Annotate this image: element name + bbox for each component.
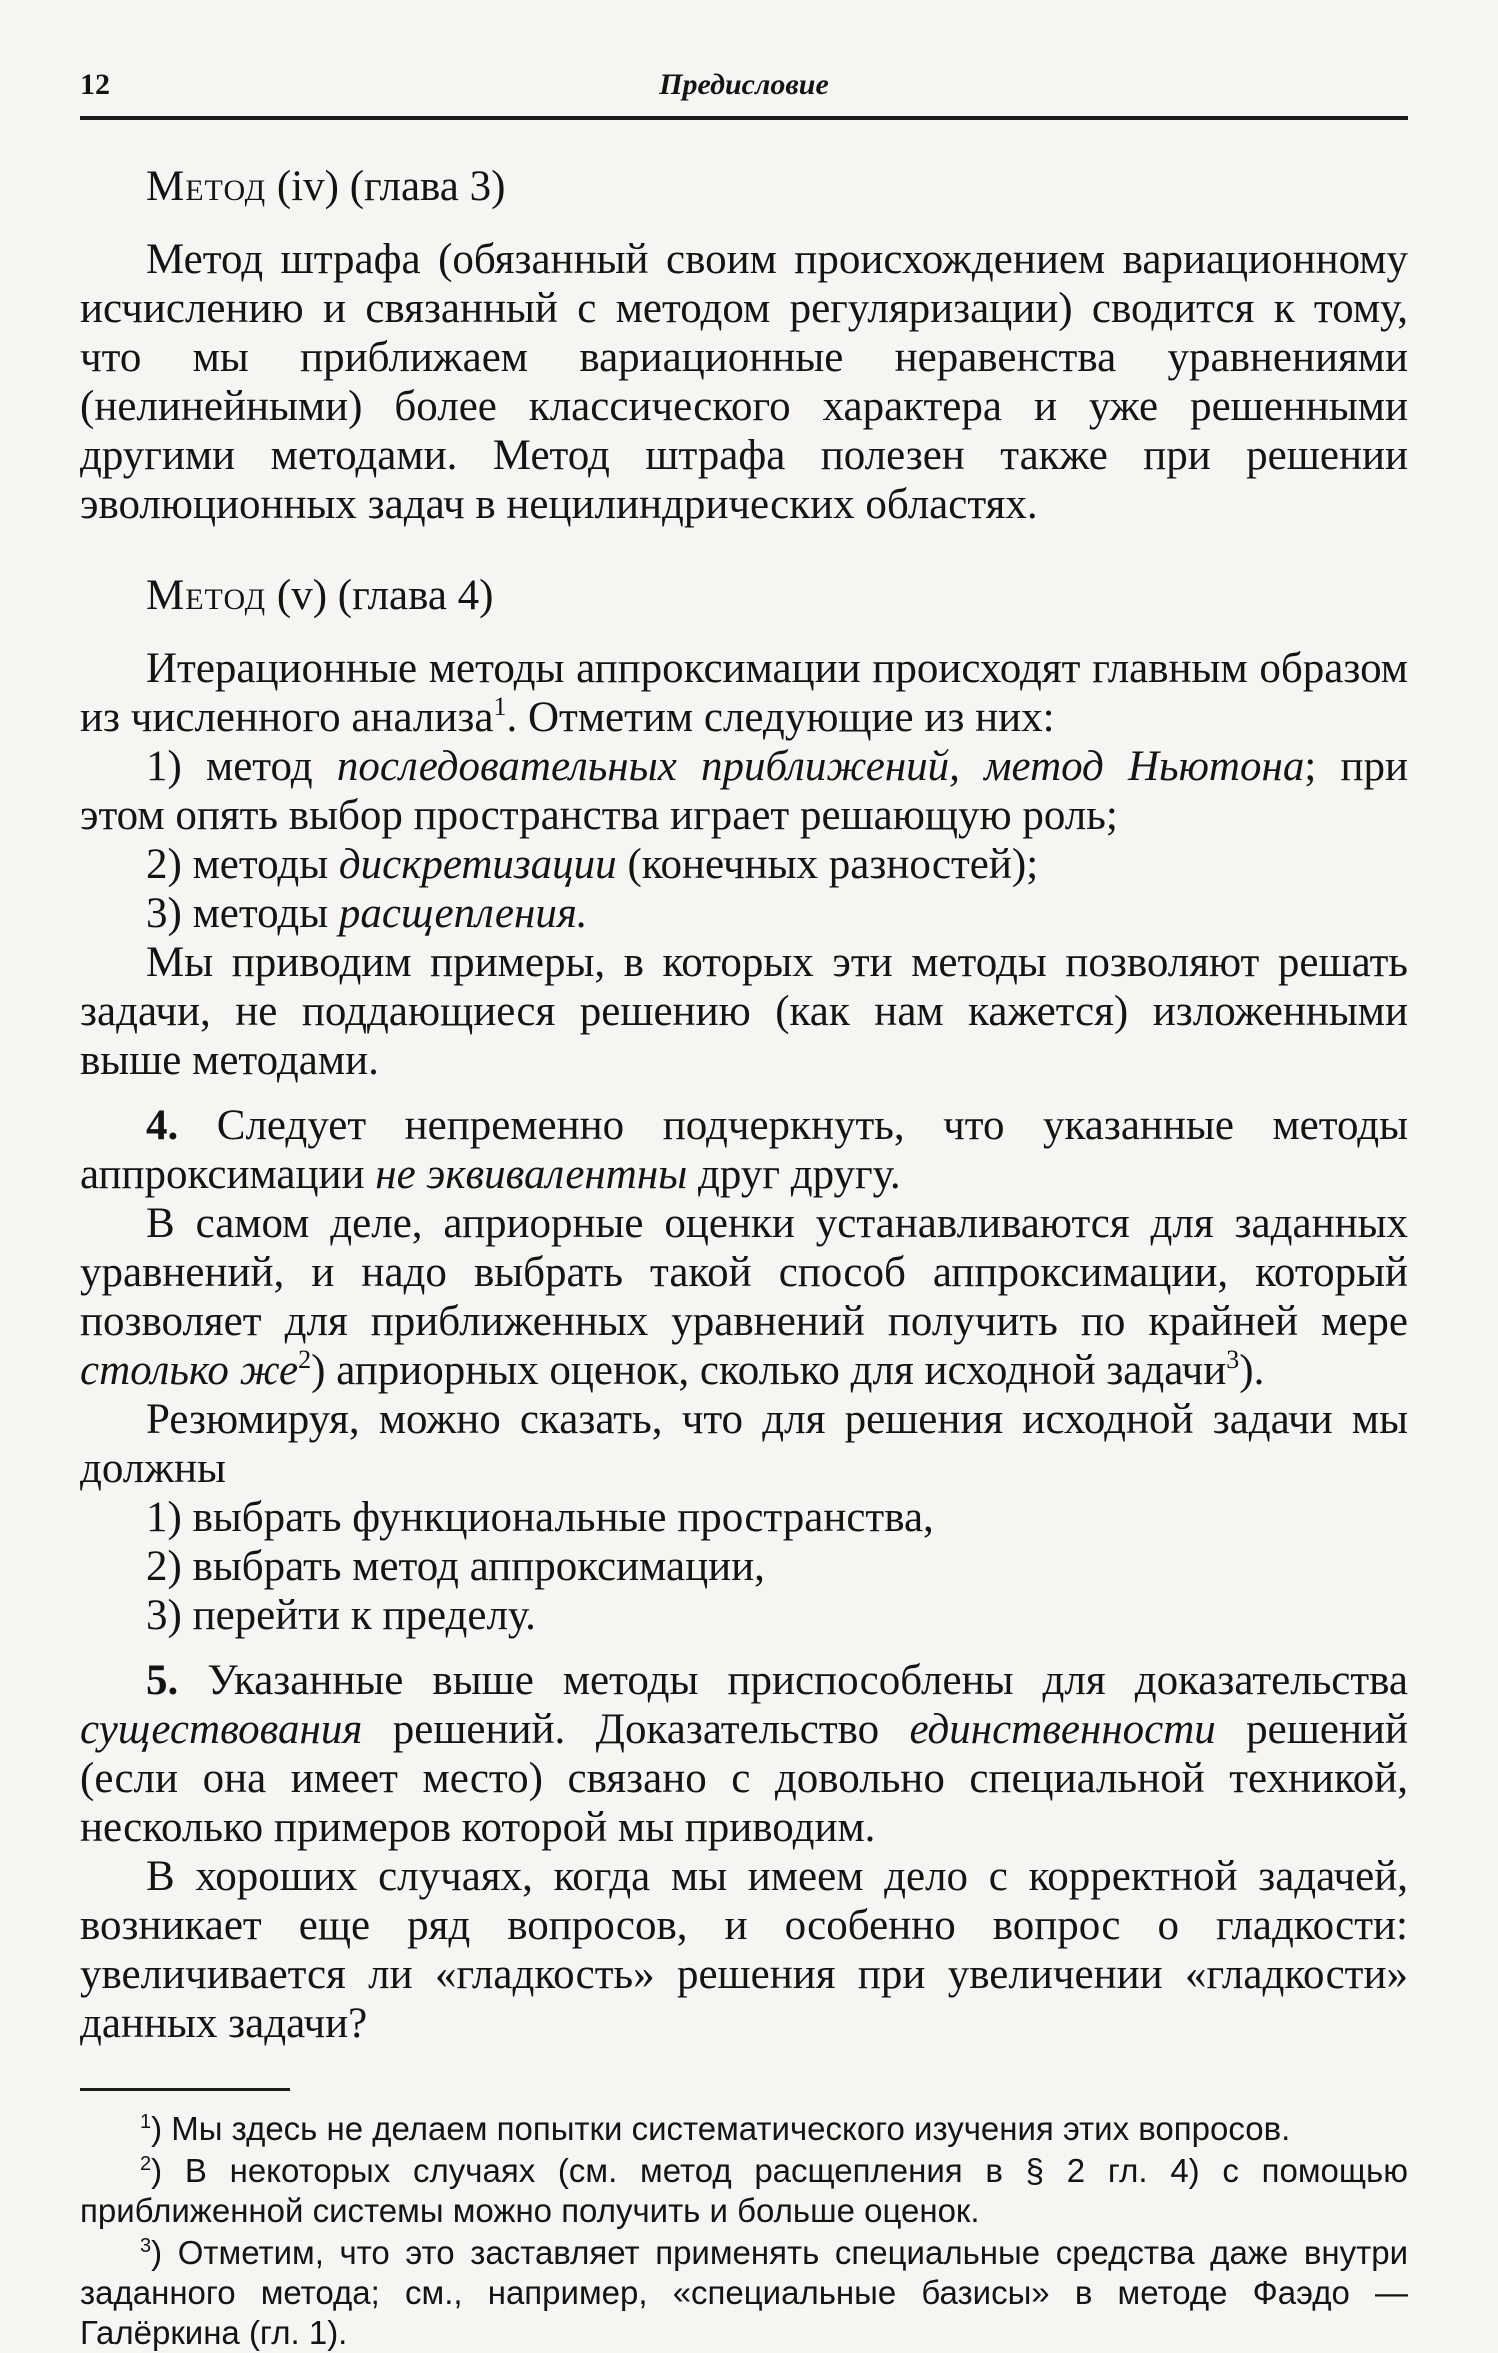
page-body <box>80 162 1408 2353</box>
heading-method-iv <box>80 162 1408 211</box>
list-item-2: 2) методы дискретизации (конечных разностей); <box>146 841 1039 888</box>
heading-word: Метод <box>146 572 267 619</box>
list-item-3: 3) методы расщепления. <box>146 890 588 937</box>
footnote-ref: 1 <box>493 692 507 721</box>
page-number: 12 <box>80 68 110 101</box>
footnote-ref: 3 <box>1226 1345 1240 1374</box>
list-item-1: 1) метод последовательных приближений, метод Ньютона; при этом опять выбор пространства играет решающую роль; <box>80 743 1408 839</box>
heading-word: Метод <box>146 163 267 210</box>
footnote-rule <box>80 2088 290 2091</box>
paragraph-a-priori: В самом деле, априорные оценки устанавливаются для заданных уравнений, и надо выбрать такой способ аппроксимации, который позволяет для приближенных уравнений получить по крайней мере столько $же^2$) априорных оценок, сколько для исходной задачи$^3$). <box>80 1200 1408 1394</box>
paragraph-point-4: 4. Следует непременно подчеркнуть, что указанные методы аппроксимации не эквивалентны друг другу. <box>80 1102 1408 1198</box>
paragraph-summary: Резюмируя, можно сказать, что для решения исходной задачи мы должны <box>80 1396 1408 1492</box>
running-title: Предисловие <box>659 68 829 101</box>
paragraph-iterative-methods: Итерационные методы аппроксимации происходят главным образом из численного анализа$^1$. Отметим следующие из них: <box>80 645 1408 741</box>
summary-item-3: 3) перейти к пределу. <box>146 1592 536 1639</box>
paragraph-point-5: 5. Указанные выше методы приспособлены для доказательства существования решений. Доказательство единственности решений (если она имеет место) связано с довольно специальной техникой, несколько примеров которой мы приводим. <box>80 1657 1408 1851</box>
heading-rest: (v) (глава 4) <box>276 572 494 619</box>
footnote-ref: 2 <box>298 1345 312 1374</box>
paragraph-smoothness: В хороших случаях, когда мы имеем дело с корректной задачей, возникает еще ряд вопросов, и особенно вопрос о гладкости: увеличивается ли «гладкость» решения при увеличении «гладкости» данных задачи? <box>80 1853 1408 2047</box>
footnote-3: $^3$) Отметим, что это заставляет применять специальные средства даже внутри заданного метода; см., например, «специальные базисы» в методе Фаэдо — Галёркина (гл. 1). <box>80 2234 1408 2351</box>
heading-method-v <box>80 571 1408 620</box>
page-header <box>80 60 1408 120</box>
paragraph-penalty-method: Метод штрафа (обязанный своим происхождением вариационному исчислению и связанный с методом регуляризации) сводится к тому, что мы приближаем вариационные неравенства уравнениями (нелинейными) более классического характера и уже решенными другими методами. Метод штрафа полезен также при решении эволюционных задач в нецилиндрических областях. <box>80 236 1408 528</box>
summary-item-2: 2) выбрать метод аппроксимации, <box>146 1543 765 1590</box>
heading-rest: (iv) (глава 3) <box>276 163 506 210</box>
footnote-1: $^1$) Мы здесь не делаем попытки систематического изучения этих вопросов. <box>140 2110 1291 2147</box>
paragraph-examples: Мы приводим примеры, в которых эти методы позволяют решать задачи, не поддающиеся решению (как нам кажется) изложенными выше методами. <box>80 939 1408 1084</box>
summary-item-1: 1) выбрать функциональные пространства, <box>146 1494 934 1541</box>
footnote-2: $^2$) В некоторых случаях (см. метод расщепления в § 2 гл. 4) с помощью приближенной системы можно получить и больше оценок. <box>80 2152 1408 2229</box>
